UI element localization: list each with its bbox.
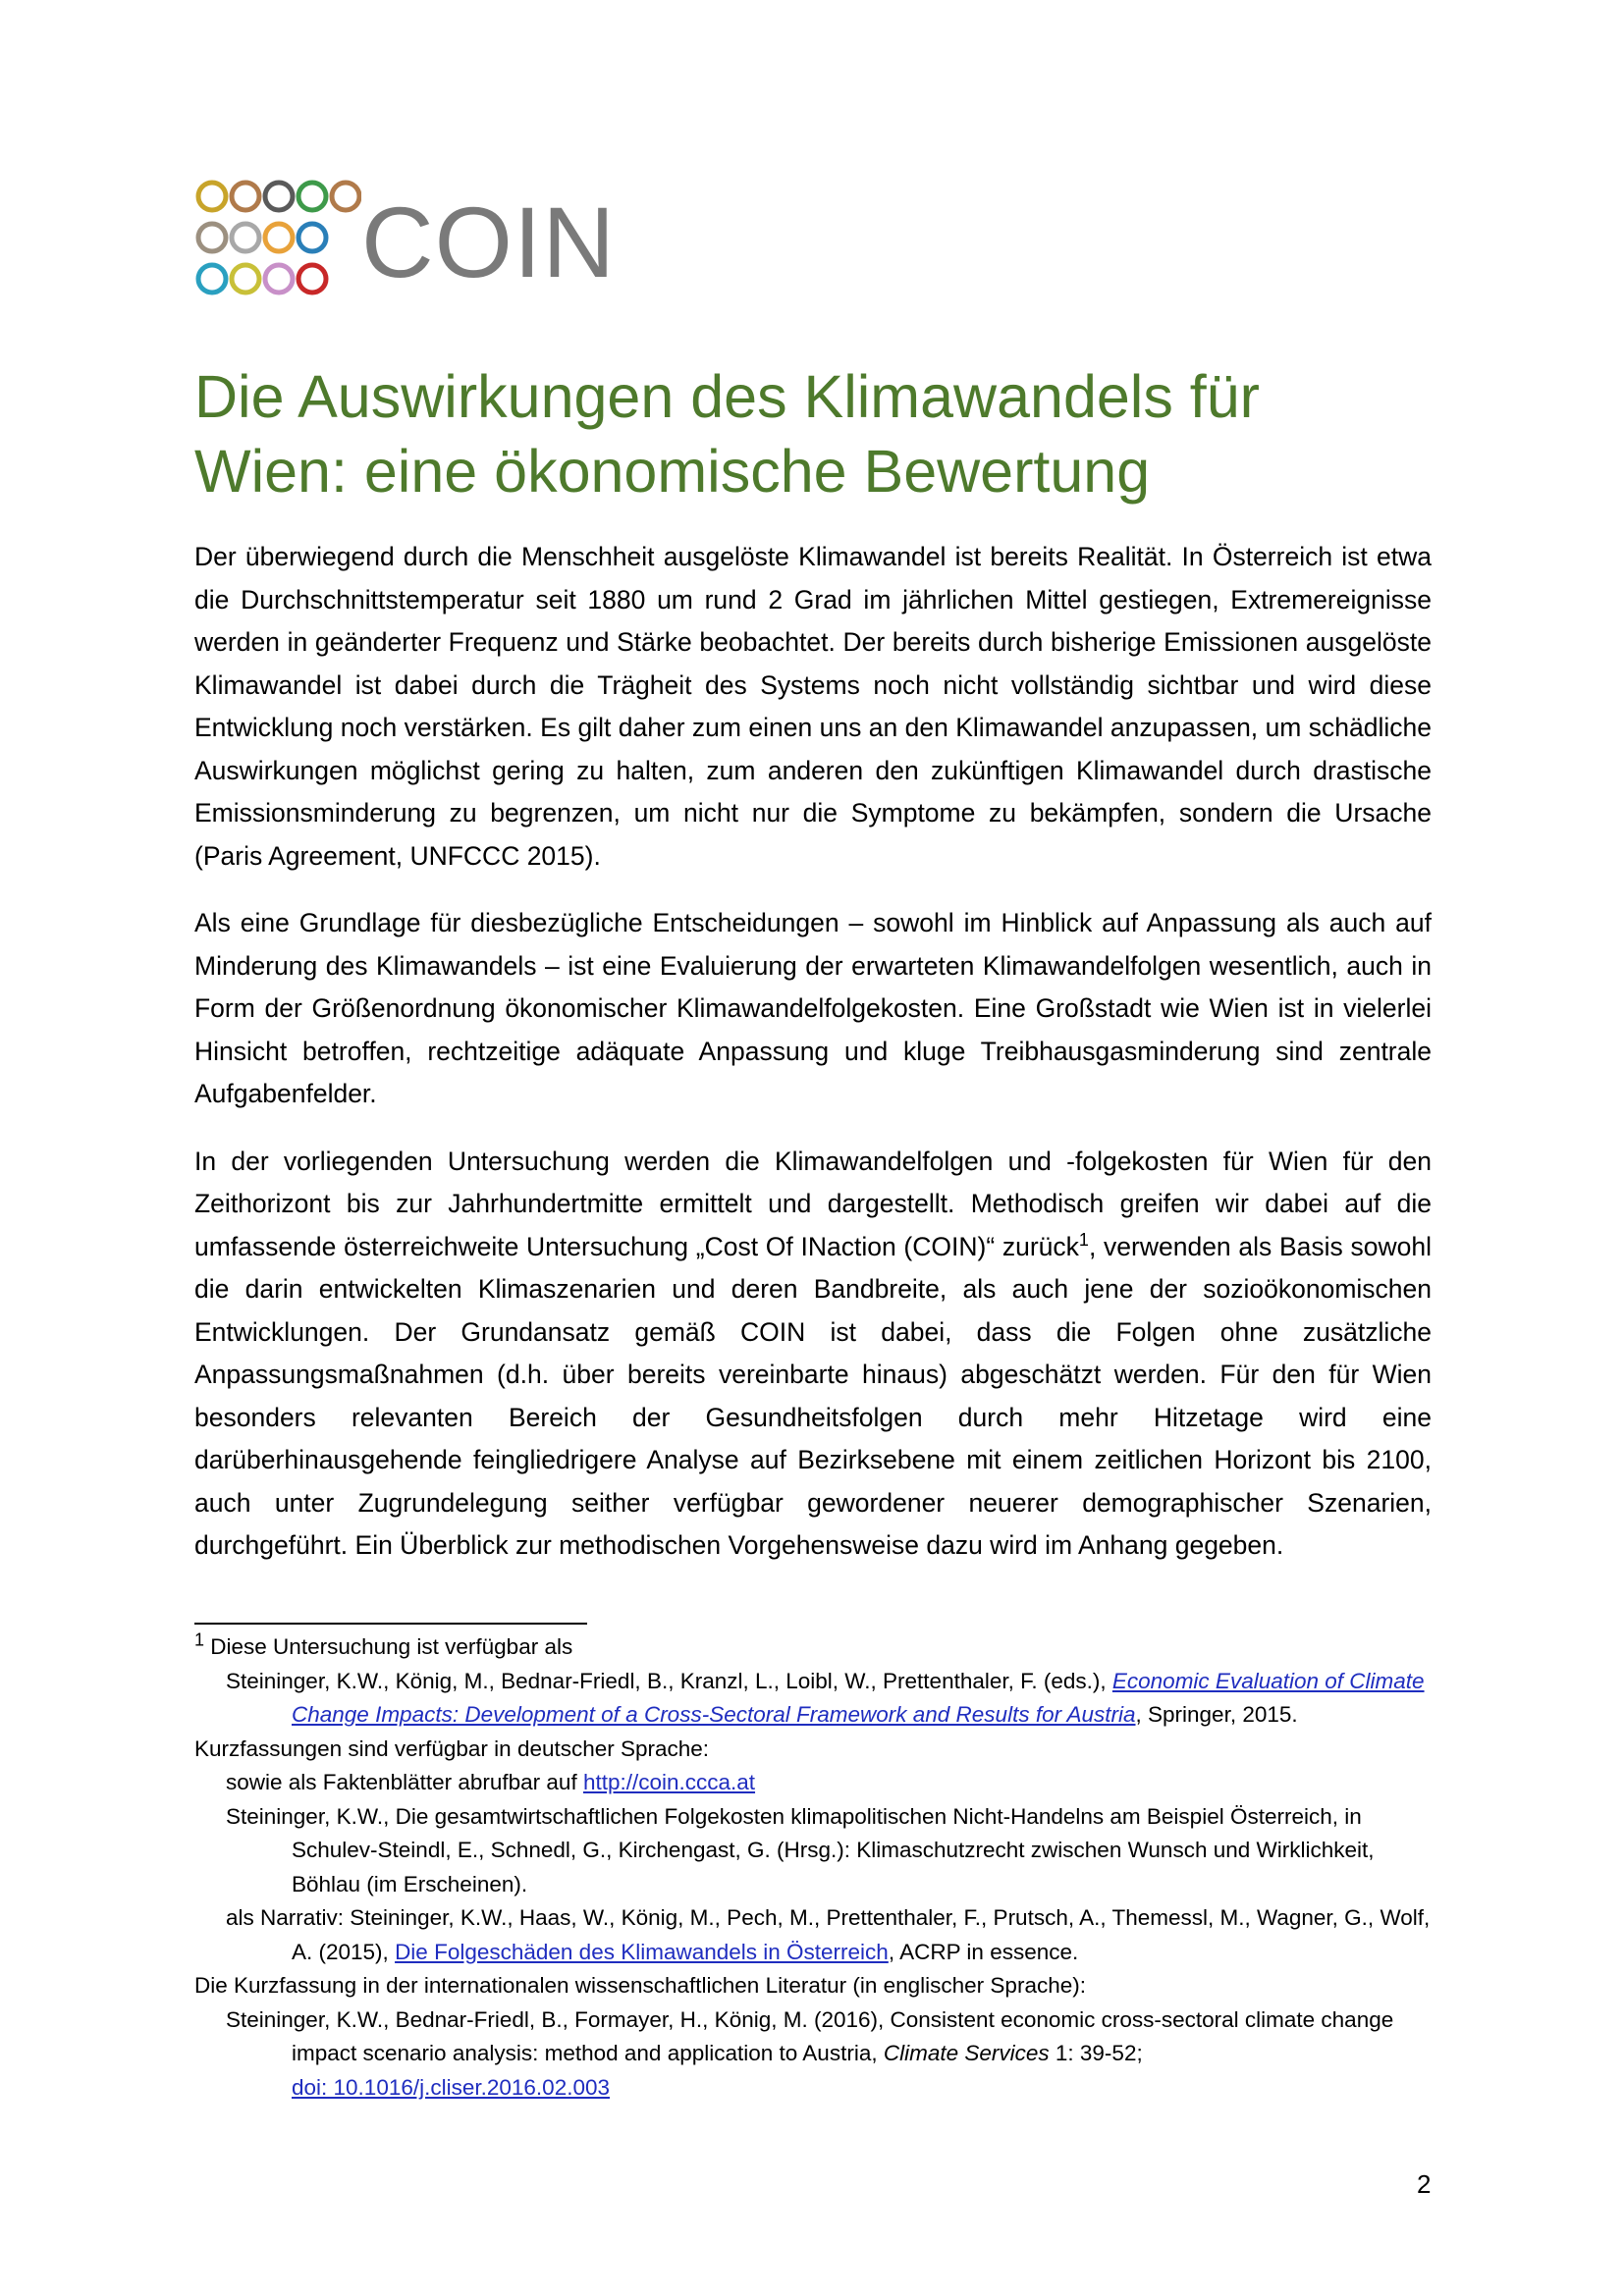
ref1-book-link[interactable]: Economic Evaluation of Climate Change Impacts: Development of a Cross-Sectoral Framework and Results for Austria — [292, 1668, 1425, 1727]
body-text — [194, 536, 1432, 1592]
footnote-intl-intro: Die Kurzfassung in der internationalen wissenschaftlichen Literatur (in englischer Sprache): — [194, 1973, 1086, 1998]
title-line-2: Wien: eine ökonomische Bewertung — [194, 438, 1151, 505]
logo-ring — [332, 183, 359, 210]
folgeschaeden-link[interactable]: Die Folgeschäden des Klimawandels in Österreich — [395, 1939, 889, 1964]
paragraph-3-part-1: In der vorliegenden Untersuchung werden die Klimawandelfolgen und -folgekosten für Wien für den Zeithorizont bis zur Jahrhundertmitte ermittelt und dargestellt. Methodisch greifen wir dabei auf die umfassende österreichweite Untersuchung „Cost Of INaction (COIN)“ zurück — [194, 1146, 1432, 1261]
footnote-ref-2: Steininger, K.W., Die gesamtwirtschaftlichen Folgekosten klimapolitischen Nicht-Handelns am Beispiel Österreich, in Schulev-Steindl, E., Schnedl, G., Kirchengast, G. (Hrsg.): Klimaschutzrecht zwischen Wunsch und Wirklichkeit, Böhlau (im Erscheinen). — [226, 1803, 1375, 1896]
logo-ring — [198, 265, 226, 293]
footnote-reference[interactable]: 1 — [1078, 1229, 1089, 1250]
logo-ring — [198, 224, 226, 251]
title-line-1: Die Auswirkungen des Klimawandels für — [194, 363, 1260, 430]
logo-ring — [265, 183, 293, 210]
logo-ring — [298, 265, 326, 293]
page-number: 2 — [1417, 2169, 1432, 2199]
footnote-separator — [194, 1623, 587, 1625]
footnote-intro: $^1$ Diese Untersuchung ist verfügbar als — [194, 1629, 573, 1659]
logo-ring — [298, 183, 326, 210]
footnote-ref-3: als Narrativ: Steininger, K.W., Haas, W., König, M., Pech, M., Prettenthaler, F., Prutsch, A., Themessl, M., Wagner, G., Wolf, A. (2015), Die Folgeschäden des Klimawandels in Österreich, ACRP in essence. — [226, 1905, 1431, 1964]
logo-ring — [232, 265, 259, 293]
paragraph-3 — [194, 1141, 1432, 1568]
paragraph-1: Der überwiegend durch die Menschheit ausgelöste Klimawandel ist bereits Realität. In Österreich ist etwa die Durchschnittstemperatur seit 1880 um rund 2 Grad im jährlichen Mittel gestiegen, Extremereignisse werden in geänderter Frequenz und Stärke beobachtet. Der bereits durch bisherige Emissionen ausgelöste Klimawandel ist dabei durch die Trägheit des Systems noch nicht vollständig sichtbar und wird diese Entwicklung noch verstärken. Es gilt daher zum einen uns an den Klimawandel anzupassen, um schädliche Auswirkungen möglichst gering zu halten, zum anderen den zukünftigen Klimawandel durch drastische Emissionsminderung zu begrenzen, um nicht nur die Symptome zu bekämpfen, sondern die Ursache (Paris Agreement, UNFCCC 2015). — [194, 542, 1432, 871]
logo-ring — [232, 224, 259, 251]
paragraph-3-part-2: , verwenden als Basis sowohl die darin entwickelten Klimaszenarien und deren Bandbreite, als auch jene der sozioökonomischen Entwicklungen. Der Grundansatz gemäß COIN ist dabei, dass die Folgen ohne zusätzliche Anpassungsmaßnahmen (d.h. über bereits vereinbarte hinaus) abgeschätzt werden. Für den für Wien besonders relevanten Bereich der Gesundheitsfolgen durch mehr Hitzetage wird eine darüberhinausgehende feingliedrigere Analyse auf Bezirksebene mit einem zeitlichen Horizont bis 2100, auch unter Zugrundelegung seither verfügbar gewordener neuerer demographischer Szenarien, durchgeführt. Ein Überblick zur methodischen Vorgehensweise dazu wird im Anhang gegeben. — [194, 1231, 1432, 1560]
journal-name: Climate Services — [883, 2041, 1050, 2065]
coin-logo — [194, 179, 616, 306]
footnote-summaries-intro: Kurzfassungen sind verfügbar in deutscher Sprache: — [194, 1735, 710, 1761]
logo-ring — [232, 183, 259, 210]
footnote-marker: 1 — [194, 1629, 205, 1650]
logo-rings-graphic — [194, 179, 361, 306]
footnote-ref-1: Steininger, K.W., König, M., Bednar-Friedl, B., Kranzl, L., Loibl, W., Prettenthaler, F. (eds.), Economic Evaluation of Climate Change Impacts: Development of a Cross-Sectoral Framework and Results for Austria, Springer, 2015. — [226, 1668, 1425, 1727]
logo-ring — [198, 183, 226, 210]
logo-ring — [265, 224, 293, 251]
footnote — [194, 1630, 1432, 2105]
footnote-ref-4: Steininger, K.W., Bednar-Friedl, B., Formayer, H., König, M. (2016), Consistent economic cross-sectoral climate change impact scenario analysis: method and application to Austria, Climate Services 1: 39-52; doi: 10.1016/j.cliser.2016.02.003 — [226, 2006, 1394, 2100]
logo-ring — [265, 265, 293, 293]
paragraph-2: Als eine Grundlage für diesbezügliche Entscheidungen – sowohl im Hinblick auf Anpassung als auch auf Minderung des Klimawandels – ist eine Evaluierung der erwarteten Klimawandelfolgen wesentlich, auch in Form der Größenordnung ökonomischer Klimawandelfolgekosten. Eine Großstadt wie Wien ist in vielerlei Hinsicht betroffen, rechtzeitige adäquate Anpassung und kluge Treibhausgasminderung sind zentrale Aufgabenfelder. — [194, 908, 1432, 1108]
logo-wordmark: COIN — [361, 187, 616, 298]
doi-link[interactable]: doi: 10.1016/j.cliser.2016.02.003 — [292, 2074, 610, 2100]
page-title — [194, 359, 1471, 508]
footnote-factsheets: sowie als Faktenblätter abrufbar auf http://coin.ccca.at — [226, 1770, 756, 1794]
coin-website-link[interactable]: http://coin.ccca.at — [582, 1770, 756, 1794]
logo-ring — [298, 224, 326, 251]
